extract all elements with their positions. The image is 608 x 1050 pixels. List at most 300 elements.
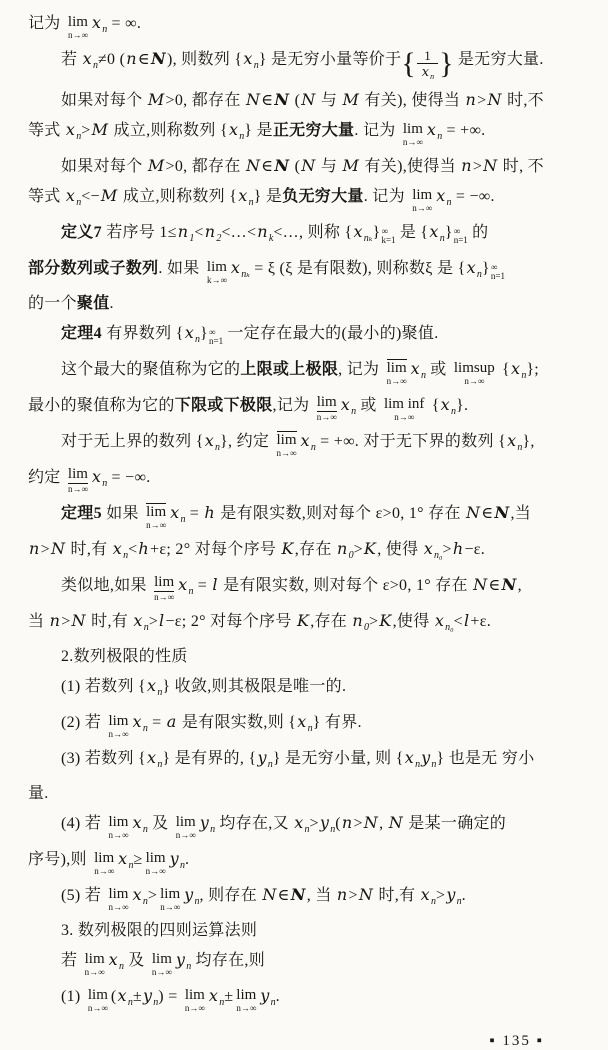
limit-underscript: n→∞ — [386, 376, 407, 386]
text-run: 均存在,又 — [215, 815, 294, 832]
limit-word: lim — [108, 886, 129, 902]
limit-underscript: n→∞ — [160, 902, 181, 912]
limit-word: lim — [184, 987, 205, 1003]
text-run: = +∞. — [442, 122, 486, 139]
math-var: x — [132, 712, 142, 731]
text-run: 有关), 使得当 — [360, 92, 465, 109]
text-run: } 收敛,则其极限是唯一的. — [162, 678, 347, 695]
math-subscripted — [142, 986, 159, 1008]
text-run: 是 { — [395, 224, 429, 241]
limit-underscript: n→∞ — [108, 729, 129, 739]
limit-word: lim — [160, 886, 181, 902]
subscript: n — [517, 442, 523, 453]
text-run: > — [147, 887, 158, 904]
text-run: = ∞. — [107, 15, 142, 32]
limit-operator — [152, 952, 172, 977]
math-var: x — [65, 120, 76, 139]
text-run: ,存在 — [310, 613, 352, 630]
limit-word: lim — [151, 951, 172, 967]
math-subscripted — [426, 120, 443, 142]
math-subscripted — [177, 575, 194, 597]
bold-text: 定理5 — [61, 505, 102, 522]
text-line — [28, 945, 584, 981]
text-run: 是无穷大量. — [453, 51, 544, 68]
subscript: n=1 — [453, 235, 468, 245]
math-var: x — [353, 222, 363, 241]
subscript: n — [215, 442, 221, 453]
text-run: ) = — [158, 988, 182, 1005]
text-run: +ε; 2° 对每个序号 — [150, 541, 281, 558]
limit-word: lim — [386, 360, 407, 376]
numerator — [417, 48, 438, 63]
text-run: 若 — [61, 51, 82, 68]
text-run: 如果对每个 — [61, 92, 147, 109]
math-supsub — [491, 263, 505, 281]
limit-operator — [108, 714, 128, 739]
math-var: x — [434, 611, 445, 630]
math-var: x — [294, 813, 304, 832]
math-var: x — [147, 748, 157, 767]
text-line — [28, 642, 584, 671]
math-var: l — [159, 611, 165, 630]
subscript: n=1 — [490, 271, 505, 281]
text-run: }, 约定 — [220, 433, 274, 450]
math-var: N — [487, 90, 502, 109]
text-run: } 有界. — [312, 714, 362, 731]
subscript: n — [188, 586, 194, 597]
math-subscripted — [204, 431, 221, 453]
text-run: = — [193, 577, 212, 594]
limit-operator — [387, 359, 407, 386]
math-var: x — [507, 431, 517, 450]
math-var: y — [446, 885, 456, 904]
math-set-symbol: N — [501, 575, 517, 594]
superscript: ∞ — [453, 226, 461, 236]
subscript: 0 — [348, 550, 354, 561]
text-run: ,存在 — [294, 541, 336, 558]
math-var: N — [301, 156, 316, 175]
math-subscripted — [91, 13, 108, 35]
math-subscripted — [242, 49, 259, 71]
subscript: n — [267, 759, 273, 770]
text-line — [28, 498, 584, 534]
text-line — [28, 318, 584, 354]
math-subscripted — [340, 395, 357, 417]
limit-operator — [384, 397, 424, 422]
limit-word: lim — [67, 14, 88, 30]
limit-operator — [68, 467, 88, 494]
math-var: x — [300, 431, 310, 450]
subscript: n — [451, 406, 456, 417]
text-line — [28, 570, 584, 606]
math-subscripted — [410, 359, 426, 381]
superscript: ∞ — [209, 327, 216, 337]
math-var: x — [228, 120, 239, 139]
limit-underscript: n→∞ — [464, 376, 485, 386]
text-run: > — [472, 158, 483, 175]
limit-word: lim — [412, 187, 433, 203]
text-run: . — [184, 851, 190, 868]
math-var: y — [175, 950, 186, 969]
subscript: n — [102, 478, 108, 489]
math-var: N — [363, 813, 379, 832]
math-supsub — [209, 328, 223, 346]
text-run: ,使得 — [392, 613, 434, 630]
math-subscripted — [169, 503, 186, 525]
math-var: h — [138, 539, 150, 558]
math-set-symbol: N — [151, 49, 166, 68]
text-run: } 是 — [244, 122, 273, 139]
subscript: n — [195, 334, 201, 345]
text-run: (1) 若数列 { — [61, 678, 147, 695]
text-run: > — [477, 92, 487, 109]
text-run: > — [81, 122, 91, 139]
text-run: > — [148, 613, 159, 630]
math-subscripted — [131, 712, 148, 734]
bold-text: 定义7 — [61, 224, 102, 241]
text-run: 类似地,如果 — [61, 577, 152, 594]
limit-operator — [85, 952, 105, 977]
text-run: 约定 — [28, 469, 65, 486]
text-run: 成立,则称数列 { — [118, 188, 238, 205]
math-var: x — [423, 539, 434, 558]
math-var: x — [133, 611, 143, 630]
text-run: . 记为 — [354, 122, 400, 139]
math-var: x — [238, 186, 248, 205]
math-var: y — [421, 748, 431, 767]
math-var: x — [178, 575, 188, 594]
text-run: }, — [522, 433, 535, 450]
math-subscripted — [65, 186, 82, 208]
text-run: 是有限实数,则对每个 ε>0, 1° 存在 — [216, 505, 466, 522]
limit-operator — [317, 395, 337, 422]
text-run: = — [147, 714, 166, 731]
math-var: M — [342, 156, 360, 175]
text-run: 或 — [356, 397, 381, 414]
math-subscripted — [131, 885, 148, 907]
subscript: n — [307, 723, 313, 734]
math-subscripted — [108, 950, 124, 972]
limit-underscript: n→∞ — [94, 866, 115, 876]
math-var: x — [118, 849, 128, 868]
subscript: n₀ — [434, 550, 443, 561]
math-var: n — [126, 49, 137, 68]
subscript: n — [92, 60, 98, 71]
text-run: 一定存在最大的(最小的)聚值. — [223, 325, 439, 342]
math-subscripted — [146, 676, 163, 698]
subscript: n — [157, 759, 163, 770]
text-run: 及 — [123, 952, 149, 969]
text-run: } — [481, 260, 490, 277]
limit-underscript: n→∞ — [84, 967, 105, 977]
limit-underscript: n→∞ — [316, 412, 337, 422]
text-run: 与 — [316, 158, 342, 175]
math-var: n — [204, 222, 216, 241]
math-var: n — [352, 611, 364, 630]
text-run: <− — [81, 188, 100, 205]
text-run: ± — [132, 988, 142, 1005]
subscript: n — [476, 269, 482, 280]
limit-underscript: n→∞ — [276, 448, 297, 458]
text-run: <…< — [221, 224, 257, 241]
text-run: } — [444, 224, 453, 241]
math-subscripted — [428, 222, 445, 244]
text-run: 是某一确定的 — [404, 815, 507, 832]
text-run: (1) — [61, 988, 85, 1005]
math-var: N — [71, 611, 86, 630]
math-var: N — [262, 885, 277, 904]
text-run: } 是有界的, { — [162, 750, 257, 767]
limit-underscript: k→∞ — [206, 275, 227, 285]
text-run: >0, 都存在 — [165, 158, 245, 175]
limit-operator — [146, 851, 166, 876]
text-run: 与 — [316, 92, 342, 109]
text-run: 成立,则称数列 { — [109, 122, 228, 139]
math-supsub — [381, 227, 395, 245]
text-run: > — [309, 815, 319, 832]
math-var: x — [91, 13, 102, 32]
text-run: > — [61, 613, 71, 630]
text-run: , 当 — [306, 887, 336, 904]
text-run: (3) 若数列 { — [61, 750, 147, 767]
text-run: (4) 若 — [61, 815, 106, 832]
bold-text: 负无穷大量 — [282, 188, 364, 205]
limit-operator — [154, 575, 174, 602]
text-run: 最小的聚值称为它的 — [28, 397, 175, 414]
math-subscripted — [131, 813, 148, 835]
subscript: n — [102, 24, 108, 35]
math-set-symbol: N — [274, 156, 290, 175]
limit-word: lim — [206, 259, 227, 275]
math-var: x — [426, 120, 437, 139]
text-run: < — [128, 541, 138, 558]
subscript: n — [304, 824, 310, 835]
math-var: a — [166, 712, 177, 731]
math-var: N — [388, 813, 403, 832]
text-run: 若序号 1≤ — [101, 224, 177, 241]
subscript: n — [431, 896, 436, 907]
text-run: > — [40, 541, 50, 558]
limit-operator — [277, 431, 297, 458]
math-var: x — [91, 467, 102, 486]
text-run: , — [517, 577, 522, 594]
text-line — [28, 981, 584, 1017]
math-subscripted — [423, 539, 443, 561]
limit-word: lim — [84, 951, 105, 967]
math-subscripted — [259, 986, 276, 1008]
text-run: 有关),使得当 — [360, 158, 461, 175]
math-var: n — [29, 539, 40, 558]
math-var: M — [147, 90, 165, 109]
math-var: N — [473, 575, 488, 594]
text-line — [28, 8, 584, 44]
limit-operator — [108, 887, 128, 912]
text-run: 记为 — [28, 15, 65, 32]
math-subscripted — [183, 885, 200, 907]
subscript: n — [456, 896, 462, 907]
text-line — [28, 671, 584, 707]
text-line — [28, 779, 584, 808]
text-run: ≥ — [133, 851, 143, 868]
subscript: n — [194, 896, 200, 907]
math-subscripted — [420, 748, 437, 770]
text-run: { — [427, 397, 440, 414]
math-var: x — [340, 395, 351, 414]
limit-underscript: n→∞ — [394, 412, 415, 422]
math-subscripted — [65, 120, 82, 142]
text-run: , 记为 — [338, 361, 384, 378]
math-var: n — [257, 222, 268, 241]
limit-word: lim — [154, 574, 175, 590]
math-var: M — [91, 120, 109, 139]
math-var: x — [511, 359, 521, 378]
text-line — [28, 390, 584, 426]
text-run: < — [453, 613, 463, 630]
math-subscripted — [204, 222, 222, 244]
text-run: ( — [335, 815, 341, 832]
limit-word: lim — [67, 466, 88, 482]
subscript: n — [142, 824, 148, 835]
subscript: n — [521, 370, 527, 381]
text-run: ≠0 ( — [97, 51, 126, 68]
text-run: ∈ — [261, 158, 274, 175]
superscript: ∞ — [381, 226, 388, 236]
math-subscripted — [230, 258, 250, 280]
text-run: >0, 都存在 — [165, 92, 245, 109]
text-run: = ξ (ξ 是有限数), 则称数ξ 是 { — [249, 260, 466, 277]
math-subscripted — [112, 539, 129, 561]
bold-text: 上限或上极限 — [240, 361, 339, 378]
bold-text: 定理4 — [61, 325, 102, 342]
text-run: 这个最大的聚值称为它的 — [61, 361, 241, 378]
text-line — [28, 606, 584, 642]
subscript: n — [210, 824, 216, 835]
limit-word: lim — [108, 814, 129, 830]
text-run: ,当 — [510, 505, 532, 522]
subscript: 2 — [216, 233, 222, 244]
math-var: n — [49, 611, 61, 630]
math-subscripted — [351, 611, 370, 633]
math-var: N — [50, 539, 66, 558]
text-run: 及 — [147, 815, 173, 832]
limit-underscript: n→∞ — [175, 830, 196, 840]
math-subscripted — [91, 467, 108, 489]
limit-word: lim — [146, 504, 167, 520]
math-var: x — [230, 258, 241, 277]
page-number: ▪ 135 ▪ — [489, 1033, 544, 1049]
limit-word: lim — [108, 713, 129, 729]
text-run: 等式 — [28, 188, 65, 205]
text-run: 时,有 — [374, 887, 420, 904]
subscript: n=1 — [209, 336, 224, 346]
text-run: +ε. — [470, 613, 492, 630]
math-subscripted — [177, 222, 195, 244]
text-run: = −∞. — [451, 188, 495, 205]
text-run: 的 — [467, 224, 489, 241]
subscript: n — [310, 442, 316, 453]
text-run: 如果 — [101, 505, 144, 522]
text-run: ,记为 — [272, 397, 314, 414]
limit-operator — [94, 851, 114, 876]
text-run: 3. 数列极限的四则运算法则 — [61, 922, 258, 939]
math-var: x — [112, 539, 123, 558]
subscript: n — [437, 131, 443, 142]
math-var: N — [245, 90, 261, 109]
math-var: n — [461, 156, 472, 175]
math-var: y — [319, 813, 330, 832]
limit-word: lim — [145, 850, 166, 866]
math-var: N — [483, 156, 498, 175]
text-run: ∈ — [261, 92, 274, 109]
limit-word: lim — [94, 850, 115, 866]
text-run: 或 — [425, 361, 451, 378]
subscript: n — [76, 131, 82, 142]
text-run: > — [436, 887, 446, 904]
subscript: k=1 — [381, 235, 396, 245]
denominator — [417, 64, 438, 85]
math-var: x — [132, 813, 142, 832]
math-var: x — [147, 676, 157, 695]
math-var: x — [108, 950, 118, 969]
text-line — [28, 808, 584, 844]
text-run: = +∞. 对于无下界的数列 { — [315, 433, 507, 450]
math-subscripted — [117, 849, 134, 871]
subscript: n — [253, 60, 259, 71]
text-run: 1 — [424, 48, 431, 63]
text-line — [28, 181, 584, 217]
text-line — [28, 115, 584, 151]
subscript: n — [153, 997, 159, 1008]
text-run: > — [348, 887, 358, 904]
text-run: < — [194, 224, 204, 241]
math-set-symbol: N — [290, 885, 306, 904]
subscript: n — [239, 131, 245, 142]
math-var: l — [212, 575, 218, 594]
math-subscripted — [256, 748, 273, 770]
subscript: n — [143, 622, 149, 633]
text-run: ( — [290, 92, 301, 109]
limit-underscript: n→∞ — [87, 1003, 108, 1013]
limit-operator — [108, 815, 128, 840]
math-var: x — [421, 65, 430, 80]
text-line — [28, 151, 584, 181]
math-var: y — [260, 986, 270, 1005]
math-subscripted — [146, 748, 163, 770]
math-var: x — [420, 885, 430, 904]
limit-operator — [176, 815, 196, 840]
math-subscripted — [300, 431, 316, 453]
text-run: , — [379, 815, 388, 832]
math-var: l — [463, 611, 470, 630]
subscript: n — [128, 860, 134, 871]
math-var: N — [245, 156, 261, 175]
limit-underscript: n→∞ — [145, 866, 166, 876]
big-brace-glyph: { — [401, 47, 416, 80]
text-run: = — [185, 505, 204, 522]
math-var: y — [184, 885, 194, 904]
subscript: n — [186, 961, 192, 972]
limit-underscript: n→∞ — [67, 484, 88, 494]
text-run: 等式 — [28, 122, 65, 139]
text-run: . 如果 — [158, 260, 204, 277]
math-subscripted — [82, 49, 98, 71]
text-run: 时, 不 — [498, 158, 544, 175]
math-subscripted — [319, 813, 336, 835]
math-subscripted — [445, 885, 462, 907]
subscript: n₀ — [445, 622, 454, 633]
math-subscripted — [506, 431, 523, 453]
text-run: }; — [526, 361, 540, 378]
